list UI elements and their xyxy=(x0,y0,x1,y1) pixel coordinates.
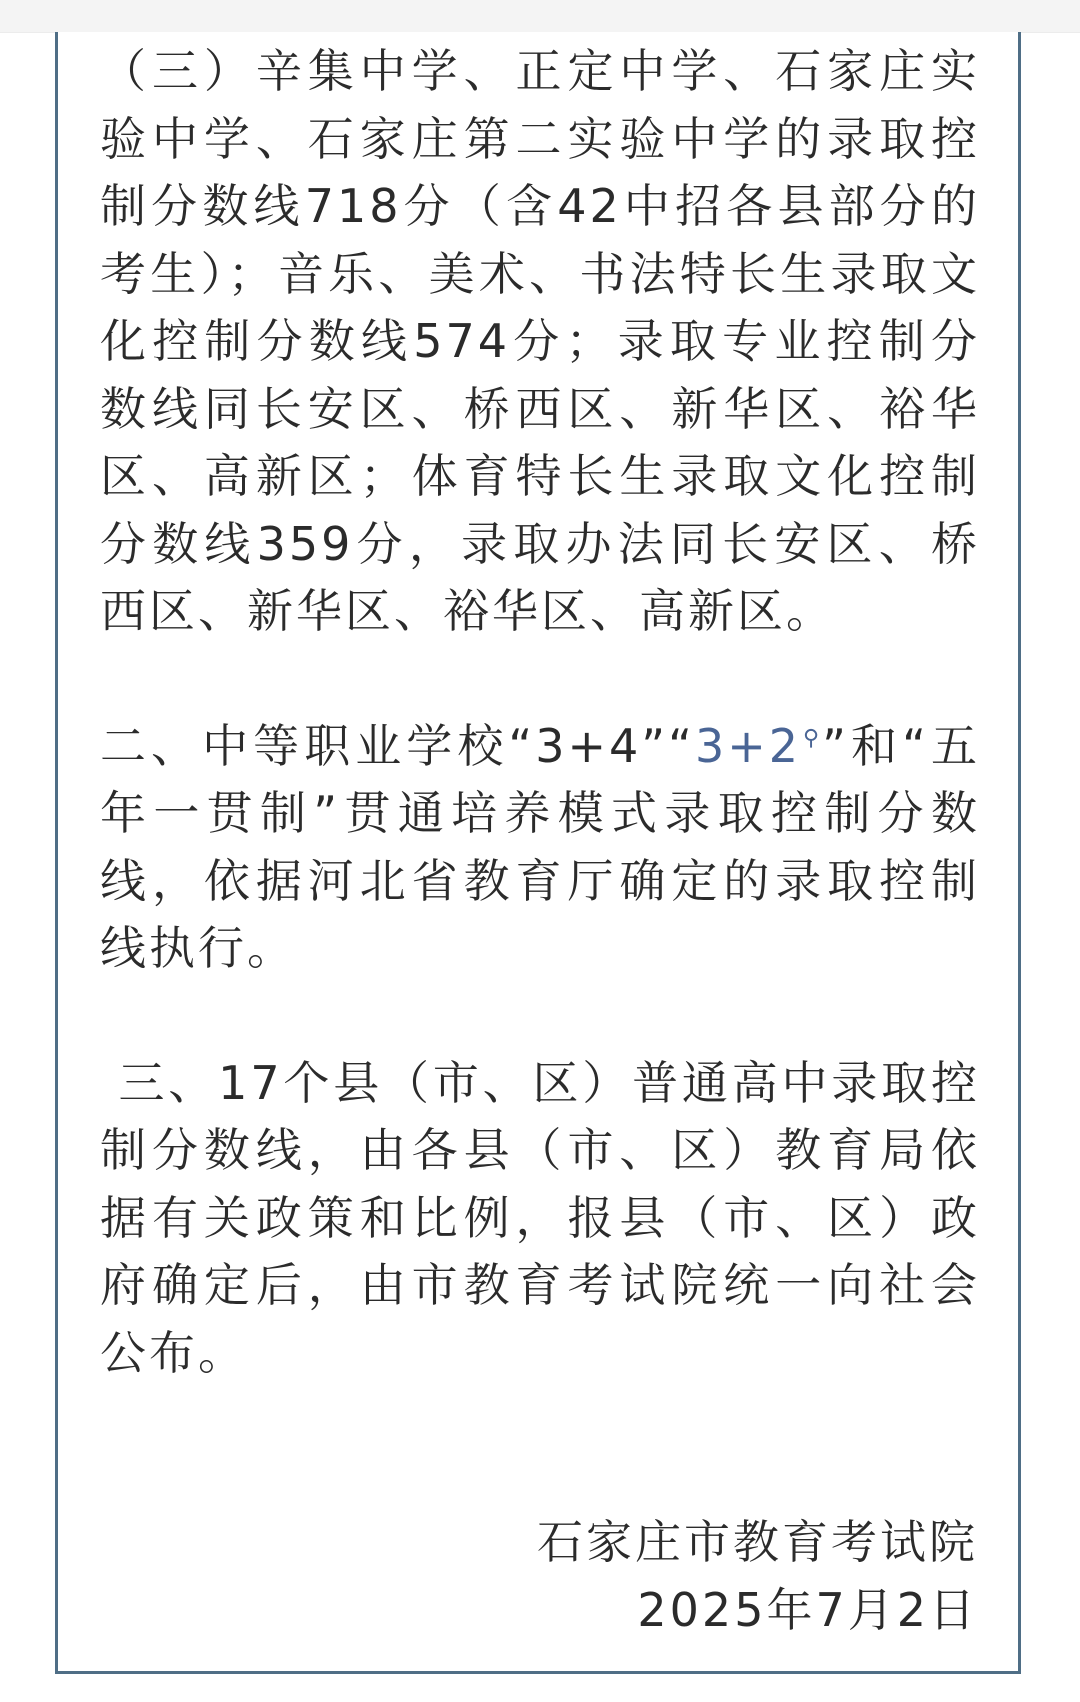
paragraph-section-3: 三、17个县（市、区）普通高中录取控制分数线，由各县（市、区）教育局依据有关政策和比例，报县（市、区）政府确定后，由市教育考试院统一向社会公布。 xyxy=(100,1055,980,1380)
section-2-text-after: ”和“五年一贯制”贯通培养模式录取控制分数线，依据河北省教育厅确定的录取控制线执行。 xyxy=(100,718,980,975)
signature-org: 石家庄市教育考试院 xyxy=(537,1515,978,1569)
paragraph-section-2 xyxy=(100,713,980,983)
keyword-link-3plus2[interactable]: 3+2 xyxy=(694,718,802,773)
search-icon[interactable]: ⚲ xyxy=(803,726,823,752)
top-strip xyxy=(0,0,1080,33)
signature-date: 2025年7月2日 xyxy=(637,1583,978,1637)
paragraph-section-3-sub: （三）辛集中学、正定中学、石家庄实验中学、石家庄第二实验中学的录取控制分数线718分（含42中招各县部分的考生）；音乐、美术、书法特长生录取文化控制分数线574分；录取专业控制分数线同长安区、桥西区、新华区、裕华区、高新区；体育特长生录取文化控制分数线359分，录取办法同长安区、桥西区、新华区、裕华区、高新区。 xyxy=(100,44,980,638)
signature-block xyxy=(537,1508,978,1644)
article-body xyxy=(100,38,980,1387)
section-2-text-before: 二、中等职业学校“3+4”“ xyxy=(100,718,695,773)
